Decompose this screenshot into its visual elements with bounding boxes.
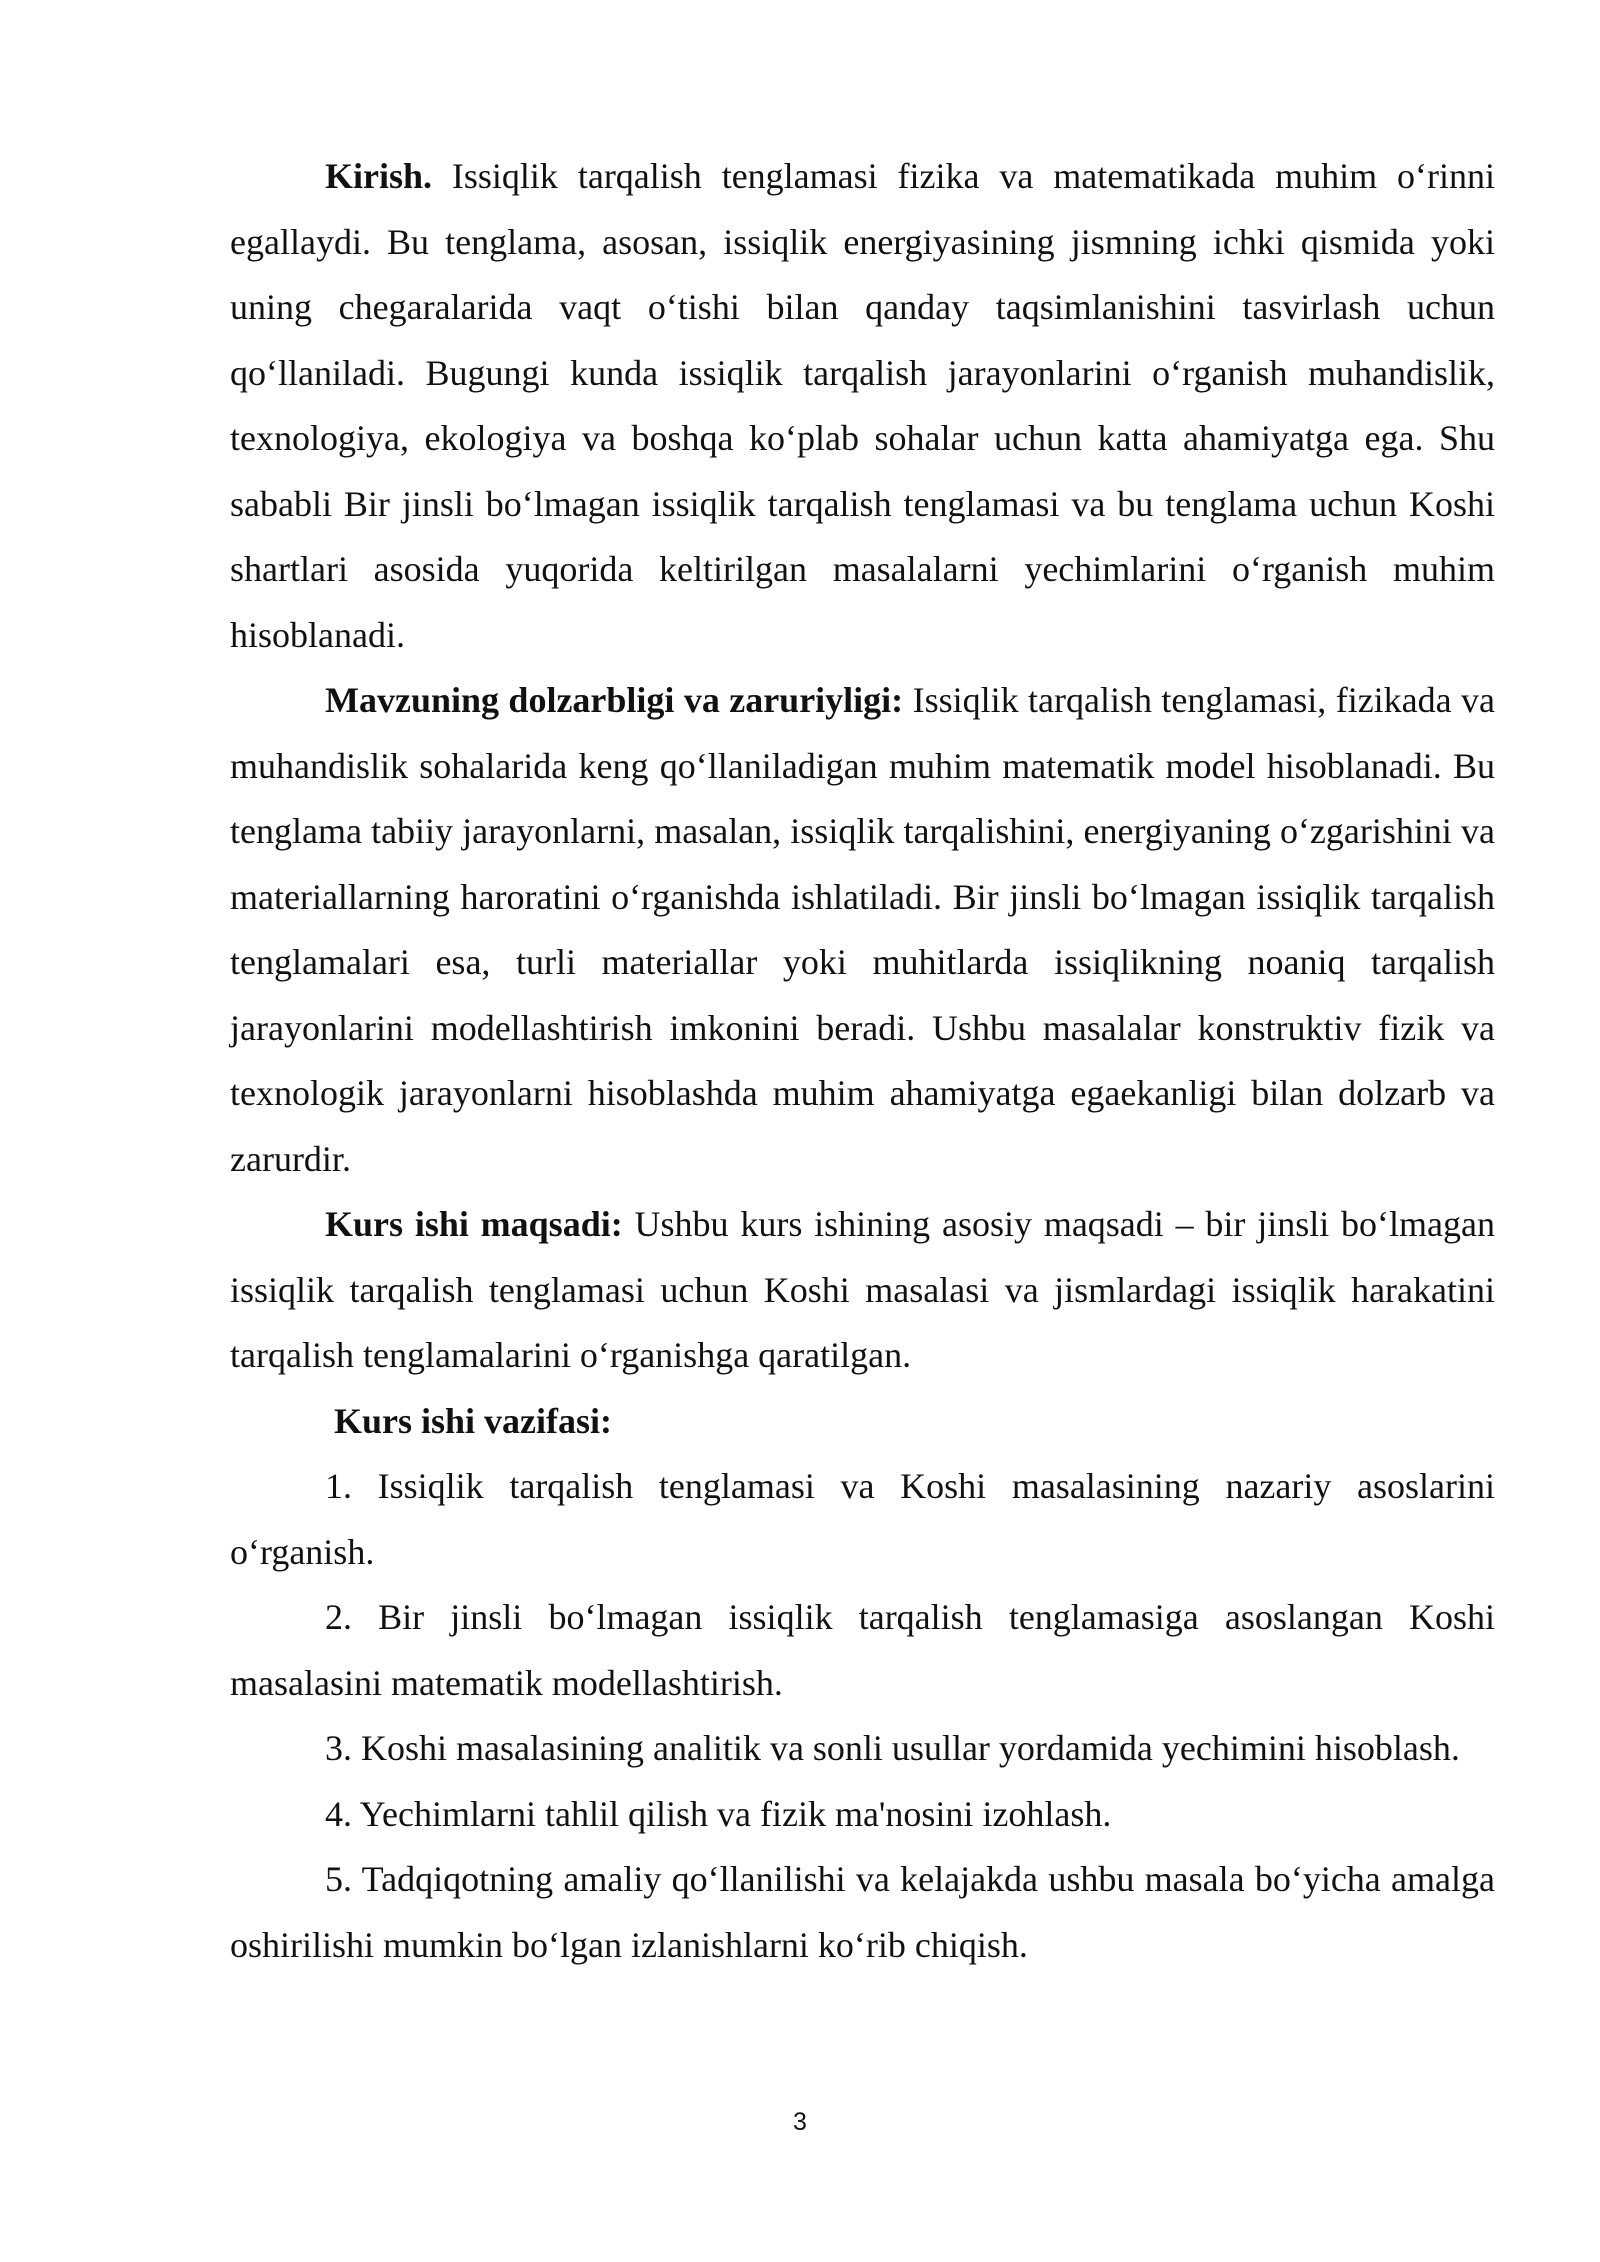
task-item-4: 4. Yechimlarni tahlil qilish va fizik ma'nosini izohlash.: [325, 1793, 1112, 1834]
intro-heading: Kirish.: [325, 156, 433, 196]
relevance-paragraph: [230, 668, 1495, 1192]
goal-paragraph: [230, 1192, 1495, 1389]
intro-paragraph: [230, 144, 1495, 668]
goal-text: Ushbu kurs ishining asosiy maqsadi – bir jinsli bo‘lmagan issiqlik tarqalish tenglamasi uchun Koshi masalasi va jismlardagi issiqlik harakatini tarqalish tenglamalarini o‘rganishga qaratilgan.: [230, 1204, 1496, 1375]
relevance-heading: Mavzuning dolzarbligi va zaruriyligi:: [325, 680, 904, 720]
page-number: 3: [793, 2108, 807, 2136]
task-item-5: 5. Tadqiqotning amaliy qo‘llanilishi va kelajakda ushbu masala bo‘yicha amalga oshirilishi mumkin bo‘lgan izlanishlarni ko‘rib chiqish.: [230, 1859, 1495, 1965]
intro-text: Issiqlik tarqalish tenglamasi fizika va matematikada muhim o‘rinni egallaydi. Bu tenglama, asosan, issiqlik energiyasining jismning ichki qismida yoki uning chegaralarida vaqt o‘tishi bilan qanday taqsimlanishini tasvirlash uchun qo‘llaniladi. Bugungi kunda issiqlik tarqalish jarayonlarini o‘rganish muhandislik, texnologiya, ekologiya va boshqa ko‘plab sohalar uchun katta ahamiyatga ega. Shu sababli Bir jinsli bo‘lmagan issiqlik tarqalish tenglamasi va bu tenglama uchun Koshi shartlari asosida yuqorida keltirilgan masalalarni yechimlarini o‘rganish muhim hisoblanadi.: [230, 156, 1495, 655]
document-body: [230, 144, 1495, 1978]
task-item-1: 1. Issiqlik tarqalish tenglamasi va Koshi masalasining nazariy asoslarini o‘rganish.: [230, 1466, 1495, 1572]
tasks-heading: Kurs ishi vazifasi:: [334, 1400, 613, 1441]
goal-heading: Kurs ishi maqsadi:: [325, 1204, 623, 1244]
relevance-text: Issiqlik tarqalish tenglamasi, fizikada va muhandislik sohalarida keng qo‘llaniladigan muhim matematik model hisoblanadi. Bu tenglama tabiiy jarayonlarni, masalan, issiqlik tarqalishini, energiyaning o‘zgarishini va materiallarning haroratini o‘rganishda ishlatiladi. Bir jinsli bo‘lmagan issiqlik tarqalish tenglamalari esa, turli materiallar yoki muhitlarda issiqlikning noaniq tarqalish jarayonlarini modellashtirish imkonini beradi. Ushbu masalalar konstruktiv fizik va texnologik jarayonlarni hisoblashda muhim ahamiyatga egaekanligi bilan dolzarb va zarurdir.: [230, 680, 1496, 1179]
task-item-2: 2. Bir jinsli bo‘lmagan issiqlik tarqalish tenglamasiga asoslangan Koshi masalasini matematik modellashtirish.: [230, 1597, 1495, 1703]
tasks-heading-paragraph: [230, 1389, 1495, 1455]
task-item-3: 3. Koshi masalasining analitik va sonli usullar yordamida yechimini hisoblash.: [325, 1728, 1460, 1768]
